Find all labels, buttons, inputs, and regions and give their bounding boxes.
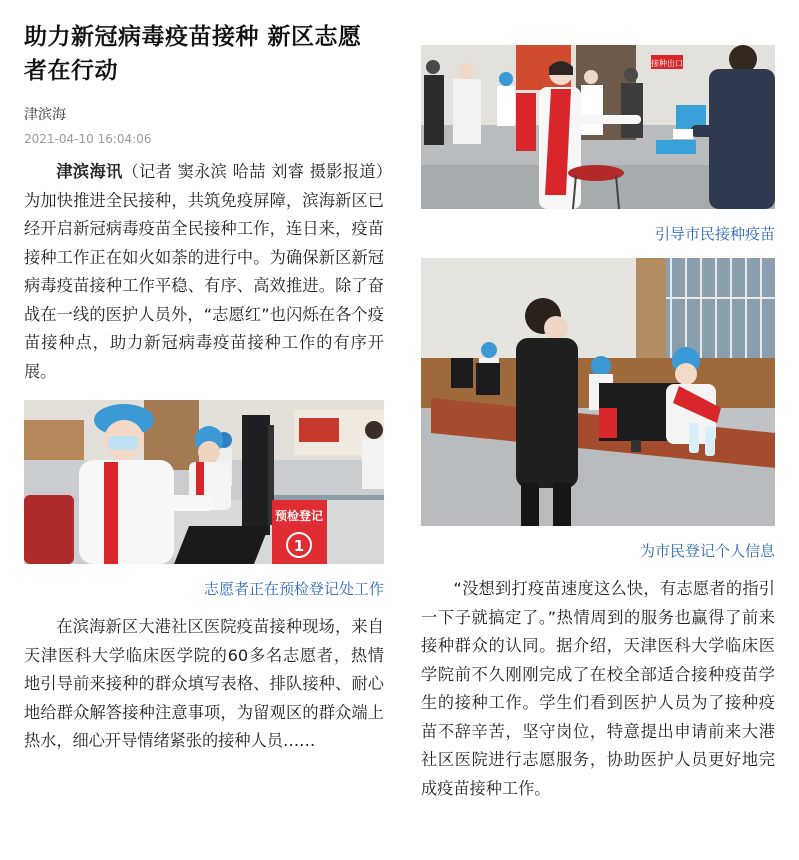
intro-lead: 津滨海讯 [56,162,123,181]
photo-info-registration[interactable] [421,258,775,526]
photo-guide-image [421,45,775,209]
article-title: 助力新冠病毒疫苗接种 新区志愿者在行动 [24,24,362,84]
intro-paragraph [24,158,384,386]
paragraph-3: “没想到打疫苗速度这么快，有志愿者的指引一下子就搞定了。”热情周到的服务也赢得了前来接种群众的认同。据介绍，天津医科大学临床医学院前不久刚刚完成了在校全部适合接种疫苗学生的接种工作。学生们看到医护人员为了接种疫苗不辞辛苦，坚守岗位，特意提出申请前来大港社区医院进行志愿服务，协助医护人员更好地完成疫苗接种工作。 [421,579,775,798]
guide-banner-text: 接种出口 [651,59,683,68]
left-column [24,20,384,756]
photo-info-registration-image [421,258,775,526]
paragraph-2: 在滨海新区大港社区医院疫苗接种现场，来自天津医科大学临床医学院的60多名志愿者，热情地引导前来接种的群众填写表格、排队接种、耐心地给群众解答接种注意事项，为留观区的群众端上热水，细心开导情绪紧张的接种人员…… [24,617,384,750]
caption-registration: 志愿者正在预检登记处工作 [203,580,384,598]
article-source[interactable]: 津滨海 [24,107,66,123]
right-column [421,45,775,803]
article-timestamp: 2021-04-10 16:04:06 [24,132,152,146]
photo-registration-desk-image [24,400,384,564]
caption-guide: 引导市民接种疫苗 [654,225,775,243]
caption-info: 为市民登记个人信息 [639,542,775,560]
photo-registration-desk[interactable] [24,400,384,564]
registration-sign-text: 预检登记 [274,509,324,523]
photo-guide[interactable] [421,45,775,209]
registration-sign-number: 1 [293,537,305,555]
intro-body: （记者 窦永滨 哈喆 刘睿 摄影报道）为加快推进全民接种，共筑免疫屏障，滨海新区已经开启新冠病毒疫苗全民接种工作，连日来，疫苗接种工作正在如火如荼的进行中。为确保新区新冠病毒疫苗接种工作平稳、有序、高效推进。除了奋战在一线的医护人员外，“志愿红”也闪烁在各个疫苗接种点，助力新冠病毒疫苗接种工作的有序开展。 [24,162,384,381]
